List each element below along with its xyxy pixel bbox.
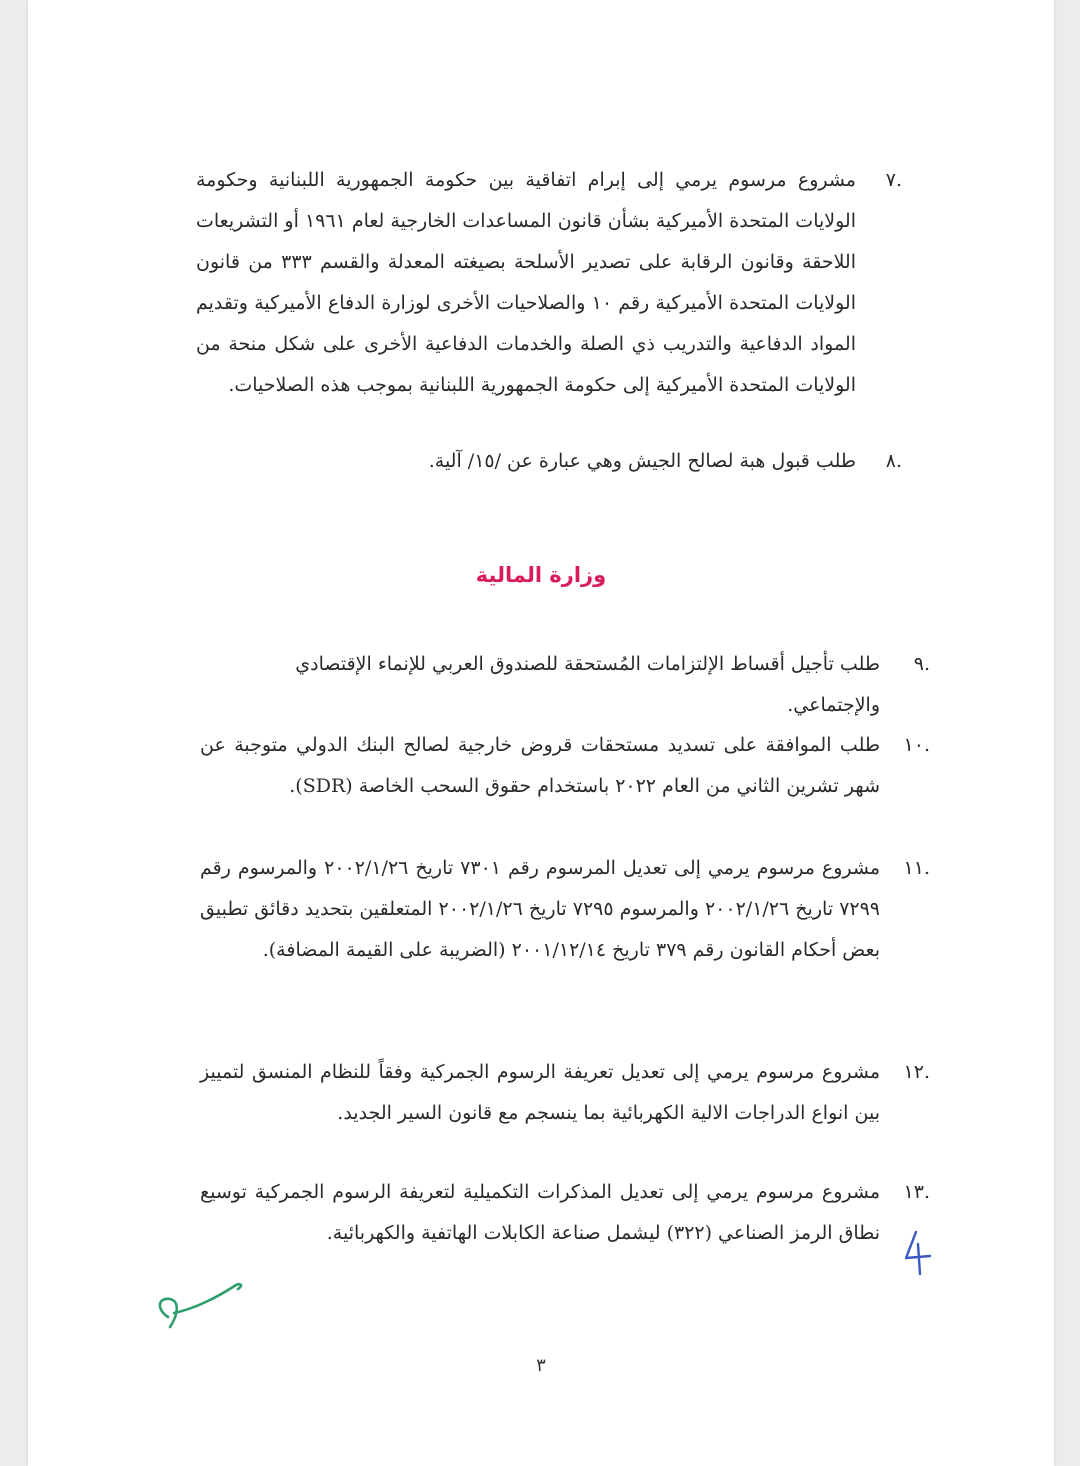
item-text: مشروع مرسوم يرمي إلى تعديل المذكرات التكميلية لتعريفة الرسوم الجمركية توسيع نطاق الرمز الصناعي (٣٢٢) ليشمل صناعة الكابلات الهاتفية والكهربائية. (200, 1181, 880, 1244)
item-number: .١٢ (903, 1061, 930, 1083)
item-number: .١١ (903, 857, 930, 879)
item-text: مشروع مرسوم يرمي إلى إبرام اتفاقية بين حكومة الجمهورية اللبنانية وحكومة الولايات المتحدة الأميركية بشأن قانون المساعدات الخارجية لعام ١٩٦١ أو التشريعات اللاحقة وقانون الرقابة على تصدير الأسلحة بصيغته المعدلة والقسم ٣٣٣ من قانون الولايات المتحدة الأميركية رقم ١٠ والصلاحيات الأخرى لوزارة الدفاع الأميركية وتقديم المواد الدفاعية والتدريب ذي الصلة والخدمات الدفاعية الأخرى على شكل منحة من الولايات المتحدة الأميركية إلى حكومة الجمهورية اللبنانية بموجب هذه الصلاحيات. (196, 169, 856, 396)
item-text: طلب تأجيل أقساط الإلتزامات المُستحقة للصندوق العربي للإنماء الإقتصادي والإجتماعي. (295, 653, 880, 716)
item-number: .٨ (885, 450, 902, 472)
item-text: طلب الموافقة على تسديد مستحقات قروض خارجية لصالح البنك الدولي متوجبة عن شهر تشرين الثاني من العام ٢٠٢٢ باستخدام حقوق السحب الخاصة (SDR). (200, 734, 880, 797)
handwritten-initial (898, 1228, 938, 1278)
document-page (28, 0, 1054, 1466)
item-text: طلب قبول هبة لصالح الجيش وهي عبارة عن /١٥/ آلية. (428, 450, 856, 472)
item-text: مشروع مرسوم يرمي إلى تعديل المرسوم رقم ٧٣٠١ تاريخ ٢٠٠٢/١/٢٦ والمرسوم رقم ٧٢٩٩ تاريخ ٢٠٠٢/١/٢٦ والمرسوم ٧٢٩٥ تاريخ ٢٠٠٢/١/٢٦ المتعلقين بتحديد دقائق تطبيق بعض أحكام القانون رقم ٣٧٩ تاريخ ٢٠٠١/١٢/١٤ (الضريبة على القيمة المضافة). (200, 857, 881, 961)
item-number: .١٣ (903, 1181, 930, 1203)
section-heading: وزارة المالية (475, 563, 607, 587)
signature-mark (148, 1275, 258, 1345)
item-number: .٩ (913, 653, 930, 675)
item-text: مشروع مرسوم يرمي إلى تعديل تعريفة الرسوم الجمركية وفقاً للنظام المنسق لتمييز بين انواع الدراجات الالية الكهربائية بما ينسجم مع قانون السير الجديد. (200, 1061, 880, 1124)
item-number: .٧ (885, 169, 902, 191)
page-number: ٣ (536, 1355, 546, 1376)
item-number: .١٠ (903, 734, 930, 756)
